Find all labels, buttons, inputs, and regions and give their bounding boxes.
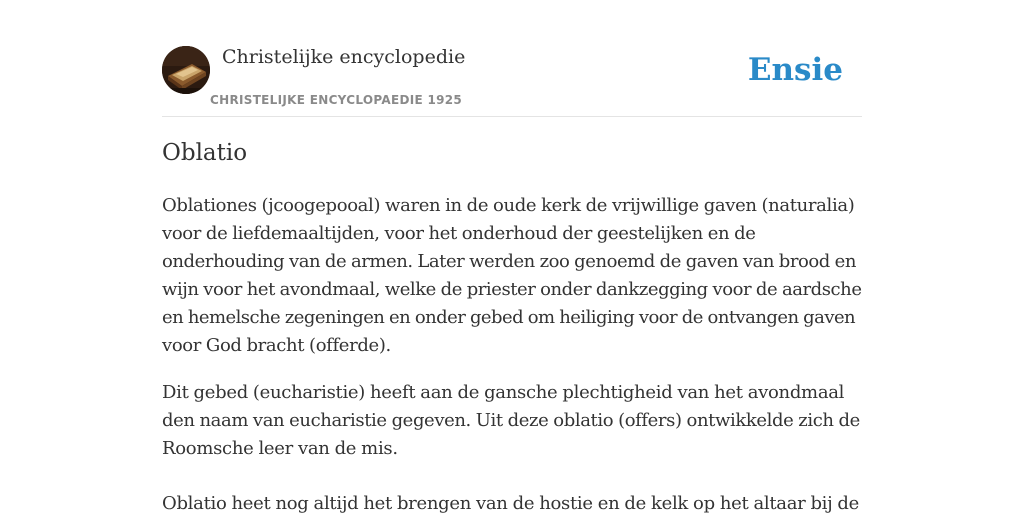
book-avatar[interactable] — [162, 46, 210, 94]
paragraph-line: wijn voor het avondmaal, welke de priester onder dankzegging voor de aardsche — [162, 279, 862, 300]
book-title[interactable]: Christelijke encyclopedie — [222, 46, 466, 68]
paragraph-line: Dit gebed (eucharistie) heeft aan de gansche plechtigheid van het avondmaal — [162, 382, 845, 403]
paragraph-line: den naam van eucharistie gegeven. Uit deze oblatio (offers) ontwikkelde zich de — [162, 410, 860, 431]
paragraph-line: Oblationes (jcoogepooal) waren in de oude kerk de vrijwillige gaven (naturalia) — [162, 195, 855, 216]
article-paragraph — [162, 192, 862, 360]
paragraph-line: Oblatio heet nog altijd het brengen van de hostie en de kelk op het altaar bij de — [162, 493, 860, 514]
ensie-logo[interactable]: Ensie — [747, 52, 843, 88]
article-paragraph — [162, 379, 862, 463]
paragraph-line: en hemelsche zegeningen en onder gebed om heiliging voor de ontvangen gaven — [162, 307, 856, 328]
paragraph-line: voor de liefdemaaltijden, voor het onderhoud der geestelijken en de — [162, 223, 756, 244]
paragraph-line: Roomsche leer van de mis. — [162, 438, 398, 459]
paragraph-line: voor God bracht (offerde). — [162, 335, 391, 356]
paragraph-line: onderhouding van de armen. Later werden zoo genoemd de gaven van brood en — [162, 251, 856, 272]
article-title: Oblatio — [162, 140, 248, 166]
article-paragraph — [162, 490, 862, 518]
book-subtitle[interactable]: CHRISTELIJKE ENCYCLOPAEDIE 1925 — [210, 93, 463, 107]
book-cover-icon — [162, 46, 210, 94]
site-header — [162, 46, 862, 117]
article-body — [162, 192, 862, 518]
